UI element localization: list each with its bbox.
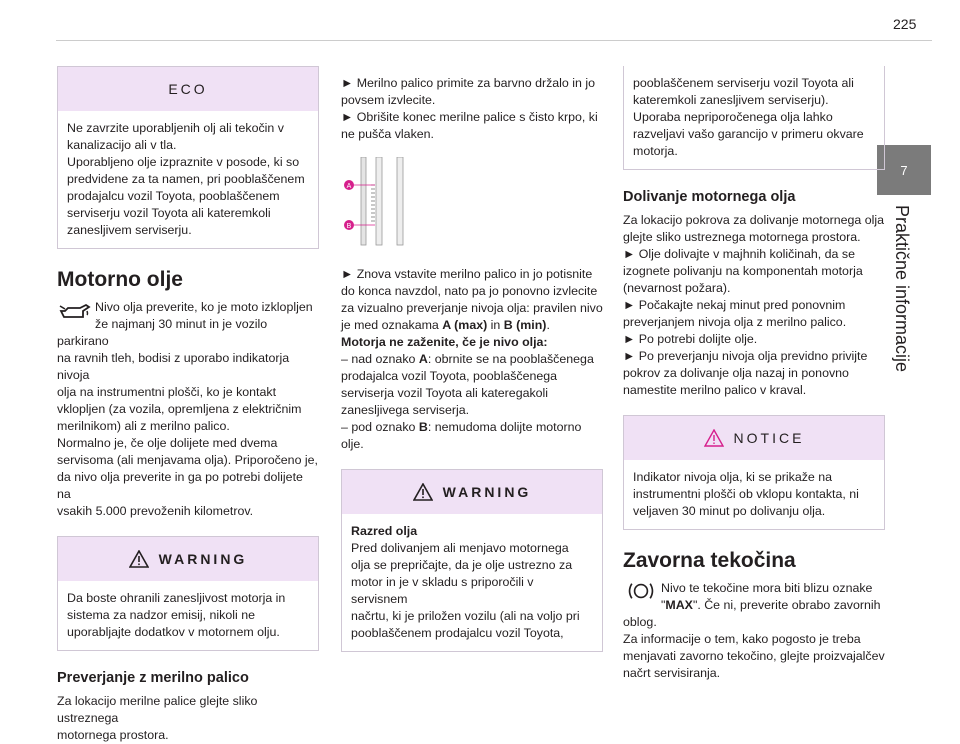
refill-text-line: ► Po preverjanju nivoja olja previdno privijte [623,349,868,363]
dipstick-title: Preverjanje z merilno palico [57,670,249,686]
oil-intro-line: Nivo olja preverite, ko je moto izklopljen [95,300,313,314]
dipstick-text-line: Za lokacijo merilne palice glejte sliko ustreznega [57,694,258,725]
dipstick-illustration [341,157,431,247]
brake-intro-line: "MAX". Če ni, preverite obrabo zavornih [661,598,881,612]
step-line: ne pušča vlaken. [341,127,434,141]
brake-text-line: načrt servisiranja. [623,666,721,680]
warning-box-oil-grade [341,469,603,652]
eco-box [57,66,319,249]
eco-text-line: prodajalcu vozil Toyota, pooblaščenem [67,189,280,203]
eco-title: ECO [168,80,208,97]
eco-text-line: kanalizacijo ali v tla. [67,138,177,152]
warning-triangle-icon [129,550,149,568]
refill-text-line: Za lokacijo pokrova za dolivanje motornega olja [623,213,885,227]
warning-subtitle: Razred olja [351,524,418,538]
warning-triangle-icon [413,483,433,501]
refill-text-line: izognete polivanju na komponentah motorja [623,264,863,278]
page-number: 225 [893,16,917,32]
refill-text-line: (nevarnost požara). [623,281,731,295]
brake-intro-line: Nivo te tekočine mora biti blizu oznake [661,581,873,595]
brake-text-line: Za informacije o tem, kako pogosto je treba [623,632,861,646]
eco-text-line: Uporabljeno olje izpraznite v posode, ki so [67,155,300,169]
level-max-mark: A (max) [442,318,488,332]
warning-text-line: olja se prepričajte, da je olje ustrezno za [351,558,573,572]
dipstick-text-line: motornega prostora. [57,728,169,742]
oil-text-line: na ravnih tleh, bodisi z uporabo indikatorja nivoja [57,351,290,382]
oil-text-line: olja na instrumentni plošči, ko je kontakt [57,385,277,399]
refill-text-line: ► Olje dolivajte v majhnih količinah, da se [623,247,855,261]
warning-text-line: razveljavi vašo garancijo v primeru okvare [633,127,864,141]
warning-text-line: pooblaščenem serviserju vozil Toyota ali [633,76,854,90]
section-title-engine-oil: Motorno olje [57,268,183,291]
oil-text-line: servisoma (ali menjavama olja). Priporočeno je, [57,453,318,467]
column-3 [623,66,885,682]
oil-text-line: da nivo olja preverite in ga po potrebi dolijete na [57,470,303,501]
eco-text-line: zanesljivem serviserju. [67,223,192,237]
notice-box [623,415,885,530]
brake-text-line: oblog. [623,615,657,629]
marker-b-label: B [346,223,352,230]
step-line: ► Znova vstavite merilno palico in jo potisnite [341,267,593,281]
warning-text-line: motor in je v skladu s priporočili v servisnem [351,575,534,606]
oil-text-line: merilnikom) ali z merilno palico. [57,419,230,433]
refill-text-line: namestite merilno palico v kraval. [623,383,807,397]
oil-text-line: vsakih 5.000 prevoženih kilometrov. [57,504,254,518]
eco-text-line: Ne zavrzite uporabljenih olj ali tekočin v [67,121,284,135]
marker-a-label: A [346,183,352,190]
step-line: povsem izvlecite. [341,93,436,107]
warning-box-additives [57,536,319,651]
step-line: do konca navzdol, nato pa jo ponovno izvlecite [341,284,598,298]
level-line: je med oznakama A (max) in B (min). [341,318,550,332]
refill-text-line: ► Počakajte nekaj minut pred ponovnim [623,298,846,312]
column-2 [341,75,603,670]
refill-text-line: preverjanjem nivoja olja z merilno palico. [623,315,847,329]
dash-a-line: prodajalca vozil Toyota, pooblaščenega [341,369,558,383]
oil-intro-line: že najmanj 30 minut in je vozilo parkirano [57,317,268,348]
warning-text-line: sistema za nadzor emisij, nikoli ne [67,608,256,622]
warning-text-line: načrtu, ki je priložen vozilu (ali na voljo pri [351,609,580,623]
header-divider [56,40,932,41]
max-mark: MAX [665,598,693,612]
warning-text-line: Uporaba nepriporočenega olja lahko [633,110,833,124]
dash-b-line: – pod oznako B: nemudoma dolijte motorno olje. [341,420,582,451]
oil-text-line: vklopljen (za vozila, opremljena z električnim [57,402,302,416]
step-line: za vizualno preverjanje nivoja olja: pravilen nivo [341,301,603,315]
section-title-brake-fluid: Zavorna tekočina [623,549,796,572]
eco-text-line: predvidene za ta namen, pri pooblaščenem [67,172,305,186]
dash-a-line: – nad oznako A: obrnite se na pooblaščenega [341,352,594,366]
notice-text-line: Indikator nivoja olja, ki se prikaže na [633,470,833,484]
dash-a-line: zanesljivega serviserja. [341,403,470,417]
brake-text-line: menjavati zavorno tekočino, glejte proizvajalčev [623,649,885,663]
refill-text-line: ► Po potrebi dolijte olje. [623,332,758,346]
column-1 [57,66,319,744]
dash-a-line: serviserja vozil Toyota ali kateregakoli [341,386,549,400]
oil-can-icon [57,299,93,321]
step-line: ► Obrišite konec merilne palice s čisto krpo, ki [341,110,598,124]
warning-box-continued [623,66,885,170]
warning-text-line: motorja. [633,144,678,158]
warning-header [342,470,602,514]
no-start-heading: Motorja ne zaženite, če je nivo olja: [341,335,548,349]
notice-text-line: veljaven 30 minut po dolivanju olja. [633,504,826,518]
oil-text-line: Normalno je, če olje dolijete med dvema [57,436,278,450]
refill-title: Dolivanje motornega olja [623,189,796,205]
warning-text-line: Pred dolivanjem ali menjavo motornega [351,541,569,555]
warning-text-line: Da boste ohranili zanesljivost motorja in [67,591,286,605]
notice-title: NOTICE [733,429,805,446]
level-min-mark: B (min) [503,318,547,332]
warning-title: WARNING [442,483,532,500]
notice-triangle-icon [704,429,724,447]
warning-header [58,537,318,581]
refill-text-line: glejte sliko ustreznega motornega prostora. [623,230,861,244]
chapter-tab[interactable]: 7 [877,145,931,195]
brake-fluid-icon [623,580,659,602]
refill-text-line: pokrov za dolivanje olja nazaj in ponovno [623,366,849,380]
chapter-title-text: Praktične informacije [892,205,912,373]
notice-header [624,416,884,460]
warning-text-line: uporabljajte dodatkov v motornem olju. [67,625,280,639]
step-line: ► Merilno palico primite za barvno držalo in jo [341,76,595,90]
warning-title: WARNING [158,550,248,567]
eco-text-line: serviserju vozil Toyota ali kateremkoli [67,206,271,220]
warning-text-line: kateremkoli zanesljivem serviserju). [633,93,829,107]
warning-text-line: pooblaščenem prodajalcu vozil Toyota, [351,626,564,640]
notice-text-line: instrumentni plošči ob vklopu kontakta, ni [633,487,859,501]
eco-header [58,67,318,111]
chapter-title [877,205,931,373]
